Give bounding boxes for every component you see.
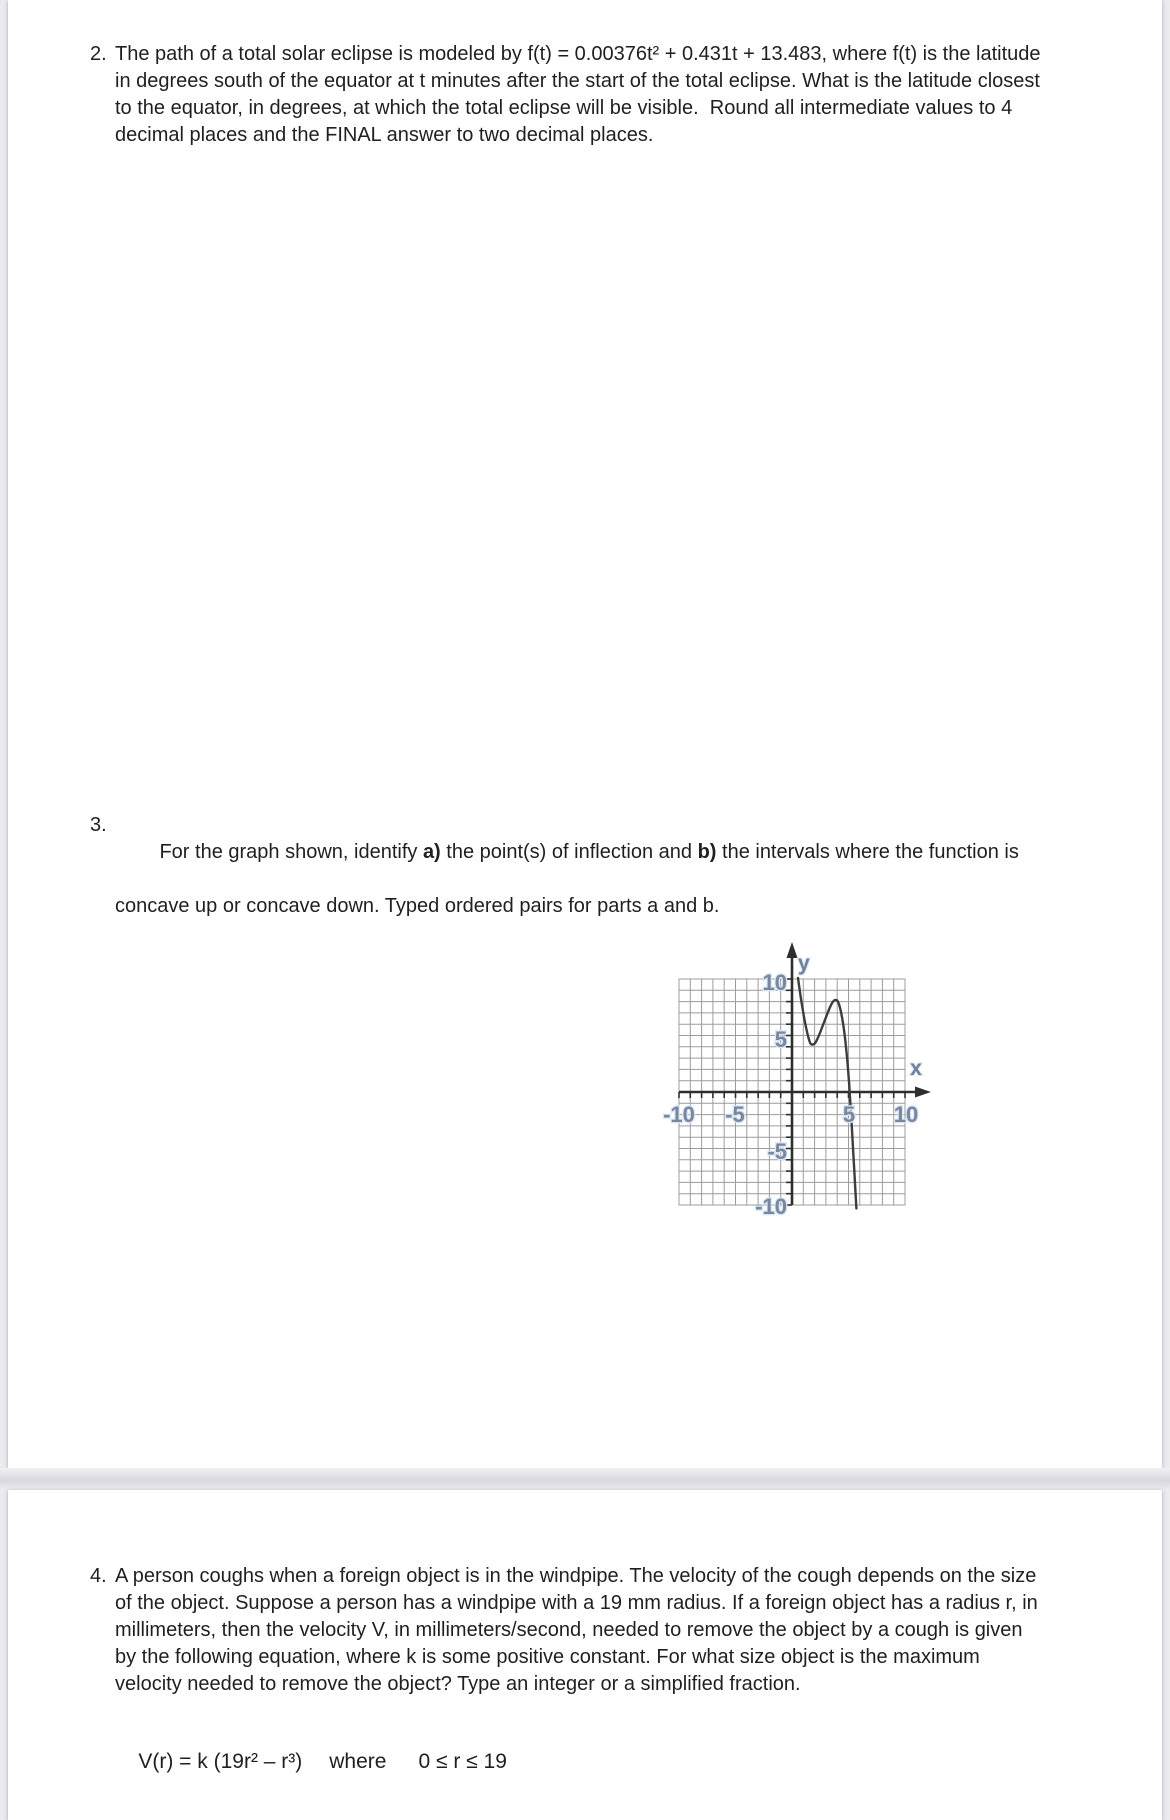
bold-label-a: a) bbox=[422, 841, 441, 863]
domain-constraint: 0 ≤ r ≤ 19 bbox=[418, 1750, 507, 1773]
x-tick-label: -5 bbox=[725, 1102, 745, 1127]
text-segment: the intervals where the function is bbox=[716, 841, 1019, 863]
text-line: The path of a total solar eclipse is modeled by f(t) = 0.00376t² + 0.431t + 13.483, where f(t) is the latitude bbox=[115, 43, 1041, 65]
function-graph bbox=[640, 935, 940, 1235]
y-axis-label: y bbox=[798, 952, 810, 975]
question-2 bbox=[90, 41, 1041, 149]
page-1 bbox=[8, 0, 1162, 1468]
question-4 bbox=[90, 1563, 1038, 1698]
y-axis-arrow-icon bbox=[787, 942, 798, 958]
x-axis-label: x bbox=[910, 1057, 922, 1080]
x-axis-arrow-icon bbox=[915, 1087, 931, 1098]
text-line: by the following equation, where k is some positive constant. For what size object is the maximum bbox=[115, 1646, 980, 1668]
text-line: millimeters, then the velocity V, in millimeters/second, needed to remove the object by a cough is given bbox=[115, 1619, 1023, 1641]
page-gap bbox=[0, 1468, 1170, 1490]
bold-label-b: b) bbox=[697, 841, 717, 863]
question-4-text bbox=[115, 1563, 1038, 1698]
page-2 bbox=[8, 1490, 1162, 1820]
y-tick-label: -5 bbox=[767, 1139, 787, 1164]
x-tick-label: 5 bbox=[842, 1102, 856, 1127]
text-line: to the equator, in degrees, at which the total eclipse will be visible. Round all intermediate values to 4 bbox=[115, 97, 1013, 119]
y-tick-label: -10 bbox=[755, 1194, 787, 1219]
where-label: where bbox=[329, 1750, 387, 1773]
y-tick-label: 5 bbox=[774, 1027, 787, 1052]
text-line: decimal places and the FINAL answer to two decimal places. bbox=[115, 124, 654, 146]
text-line: A person coughs when a foreign object is in the windpipe. The velocity of the cough depends on the size bbox=[115, 1565, 1037, 1587]
question-2-text bbox=[115, 41, 1041, 149]
question-3-text bbox=[115, 812, 1019, 920]
velocity-formula: V(r) = k (19r² – r³) bbox=[138, 1750, 303, 1773]
function-graph-svg bbox=[640, 935, 940, 1235]
equation-line bbox=[115, 1726, 507, 1798]
question-3 bbox=[90, 812, 1019, 920]
question-3-number: 3. bbox=[90, 814, 107, 836]
x-tick-label: 10 bbox=[893, 1102, 919, 1127]
question-4-number: 4. bbox=[90, 1565, 107, 1587]
text-segment: the point(s) of inflection and bbox=[440, 841, 698, 863]
text-line: velocity needed to remove the object? Type an integer or a simplified fraction. bbox=[115, 1673, 801, 1695]
text-line: concave up or concave down. Typed ordered pairs for parts a and b. bbox=[115, 895, 720, 917]
question-2-number: 2. bbox=[90, 43, 107, 65]
y-tick-label: 10 bbox=[762, 970, 787, 995]
text-line bbox=[115, 812, 1019, 893]
x-tick-label: -10 bbox=[663, 1102, 695, 1127]
text-line: of the object. Suppose a person has a windpipe with a 19 mm radius. If a foreign object has a radius r, in bbox=[115, 1592, 1038, 1614]
text-segment: For the graph shown, identify bbox=[159, 841, 423, 863]
text-line: in degrees south of the equator at t minutes after the start of the total eclipse. What is the latitude closest bbox=[115, 70, 1040, 92]
